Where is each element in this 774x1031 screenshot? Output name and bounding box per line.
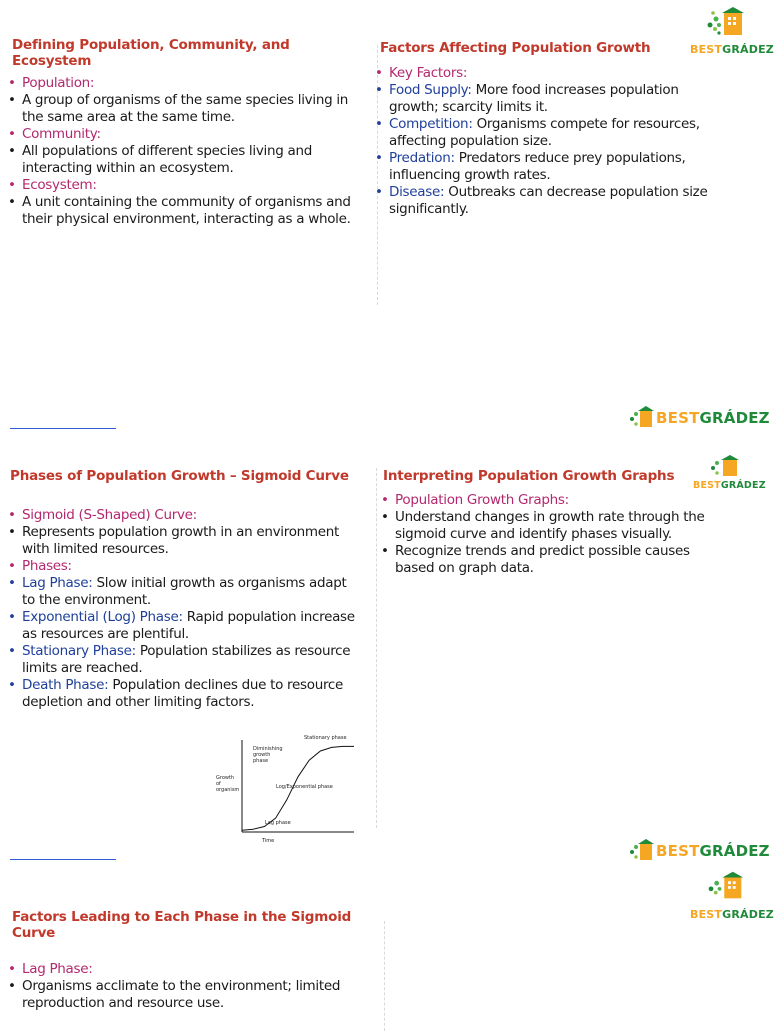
bullet-text: Population declines due to resource depletion and other limiting factors. — [22, 677, 344, 710]
bullet-item — [8, 194, 363, 228]
bullet-text: A group of organisms of the same species living in the same area at the same time. — [22, 92, 349, 125]
slide1-right-title: Factors Affecting Population Growth — [380, 40, 651, 56]
bullet-text: More food increases population growth; scarcity limits it. — [389, 82, 679, 115]
bullet-text: Organisms compete for resources, affecting population size. — [389, 116, 700, 149]
bullet-dot-icon: • — [8, 558, 16, 574]
bullet-term: Sigmoid (S-Shaped) Curve: — [22, 507, 197, 523]
slide-2 — [0, 440, 768, 860]
annotation-lag: Lag phase — [265, 820, 291, 826]
slide2-underline — [10, 859, 116, 860]
slide1-left-title: Defining Population, Community, and Ecosystem — [12, 37, 290, 69]
brand-logo-horizontal — [628, 405, 768, 433]
slide1-left-list — [8, 75, 363, 228]
bullet-dot-icon: • — [8, 677, 16, 693]
bullet-text: All populations of different species living and interacting within an ecosystem. — [22, 143, 312, 176]
bullet-item — [8, 978, 363, 1012]
bullet-text: Rapid population increase as resources are plentiful. — [22, 609, 355, 642]
bullet-item — [8, 643, 358, 677]
y-axis-label: Growth of organism — [216, 775, 240, 793]
bullet-dot-icon: • — [381, 509, 389, 525]
bullet-text: Organisms acclimate to the environment; limited reproduction and resource use. — [22, 978, 341, 1011]
bullet-text: A unit containing the community of organisms and their physical environment, interacting as a whole. — [22, 194, 351, 227]
bullet-term: Population Growth Graphs: — [395, 492, 569, 508]
bullet-dot-icon: • — [8, 961, 16, 977]
bullet-dot-icon: • — [8, 92, 16, 108]
bullet-term: Stationary Phase: — [22, 643, 136, 659]
slide1-underline — [10, 428, 116, 429]
bullet-term: Exponential (Log) Phase: — [22, 609, 183, 625]
bullet-item — [381, 543, 721, 577]
bullet-dot-icon: • — [8, 75, 16, 91]
bullet-text: Outbreaks can decrease population size significantly. — [389, 184, 708, 217]
bullet-text: Population stabilizes as resource limits are reached. — [22, 643, 351, 676]
bullet-item — [8, 143, 363, 177]
brand-wordmark-horizontal: BESTGRÁDEZ — [656, 409, 770, 427]
bullet-term: Disease: — [389, 184, 445, 200]
bullet-dot-icon: • — [8, 609, 16, 625]
brand-wordmark: BESTGRÁDEZ — [690, 908, 774, 921]
bullet-term: Lag Phase: — [22, 961, 93, 977]
sigmoid-growth-chart — [212, 732, 362, 847]
bullet-item — [8, 75, 363, 92]
bullet-text: Understand changes in growth rate through the sigmoid curve and identify phases visually. — [395, 509, 705, 542]
brand-logo-3 — [690, 868, 774, 928]
bullet-dot-icon: • — [375, 65, 383, 81]
bullet-dot-icon: • — [8, 143, 16, 159]
slide2-left-title: Phases of Population Growth – Sigmoid Curve — [10, 468, 349, 484]
bullet-item — [381, 492, 721, 509]
slide3-divider — [384, 921, 385, 1031]
slide1-right-list — [375, 65, 715, 218]
brand-logo-small — [693, 454, 768, 494]
slide3-left-list — [8, 961, 363, 1012]
slide2-left-list — [8, 507, 358, 711]
bullet-text: Slow initial growth as organisms adapt to the environment. — [22, 575, 347, 608]
annotation-stationary: Stationary phase — [304, 735, 347, 741]
bullet-item — [375, 65, 715, 82]
bullet-dot-icon: • — [8, 643, 16, 659]
bullet-term: Phases: — [22, 558, 72, 574]
slide-1 — [0, 0, 774, 430]
slide2-right-list — [381, 492, 721, 577]
bullet-item — [8, 92, 363, 126]
bullet-dot-icon: • — [375, 150, 383, 166]
bullet-dot-icon: • — [8, 194, 16, 210]
bullet-text: Recognize trends and predict possible causes based on graph data. — [395, 543, 690, 576]
brand-emblem-icon — [707, 454, 747, 480]
bullet-text: Predators reduce prey populations, influencing growth rates. — [389, 150, 686, 183]
bullet-item — [8, 524, 358, 558]
bullet-dot-icon: • — [375, 184, 383, 200]
bullet-term: Death Phase: — [22, 677, 109, 693]
bullet-item — [8, 177, 363, 194]
bullet-term: Competition: — [389, 116, 473, 132]
bullet-item — [375, 184, 715, 218]
bullet-item — [375, 150, 715, 184]
bullet-item — [381, 509, 721, 543]
bullet-term: Predation: — [389, 150, 455, 166]
bullet-dot-icon: • — [375, 116, 383, 132]
brand-emblem-small-icon — [628, 838, 656, 864]
bullet-item — [8, 961, 363, 978]
bullet-item — [8, 558, 358, 575]
bullet-text: Represents population growth in an environment with limited resources. — [22, 524, 340, 557]
bullet-term: Ecosystem: — [22, 177, 97, 193]
brand-logo-horizontal-2 — [628, 838, 768, 866]
brand-emblem-icon — [704, 868, 754, 904]
bullet-term: Lag Phase: — [22, 575, 93, 591]
brand-emblem-icon — [704, 3, 754, 41]
slide3-left-title: Factors Leading to Each Phase in the Sigmoid Curve — [12, 909, 352, 941]
bullet-dot-icon: • — [8, 507, 16, 523]
bullet-term: Population: — [22, 75, 95, 91]
bullet-dot-icon: • — [8, 177, 16, 193]
slide2-right-title: Interpreting Population Growth Graphs — [383, 468, 675, 484]
brand-emblem-small-icon — [628, 405, 656, 431]
slide2-divider — [376, 468, 377, 828]
bullet-term: Key Factors: — [389, 65, 468, 81]
bullet-dot-icon: • — [381, 492, 389, 508]
bullet-dot-icon: • — [8, 575, 16, 591]
bullet-dot-icon: • — [8, 126, 16, 142]
bullet-dot-icon: • — [8, 978, 16, 994]
bullet-term: Community: — [22, 126, 101, 142]
bullet-item — [8, 677, 358, 711]
bullet-item — [8, 126, 363, 143]
annotation-diminishing: Diminishing growth phase — [253, 746, 283, 764]
bullet-dot-icon: • — [381, 543, 389, 559]
bullet-item — [8, 507, 358, 524]
brand-logo — [690, 3, 774, 73]
brand-wordmark: BESTGRÁDEZ — [690, 43, 774, 56]
annotation-log: Log/Exponential phase — [276, 784, 333, 790]
brand-wordmark-horizontal: BESTGRÁDEZ — [656, 842, 770, 860]
bullet-item — [375, 116, 715, 150]
x-axis-label: Time — [262, 838, 275, 844]
bullet-item — [8, 575, 358, 609]
slide-3 — [0, 866, 774, 1024]
brand-wordmark-small: BESTGRÁDEZ — [693, 480, 766, 491]
bullet-term: Food Supply: — [389, 82, 472, 98]
bullet-dot-icon: • — [375, 82, 383, 98]
bullet-item — [8, 609, 358, 643]
bullet-item — [375, 82, 715, 116]
bullet-dot-icon: • — [8, 524, 16, 540]
